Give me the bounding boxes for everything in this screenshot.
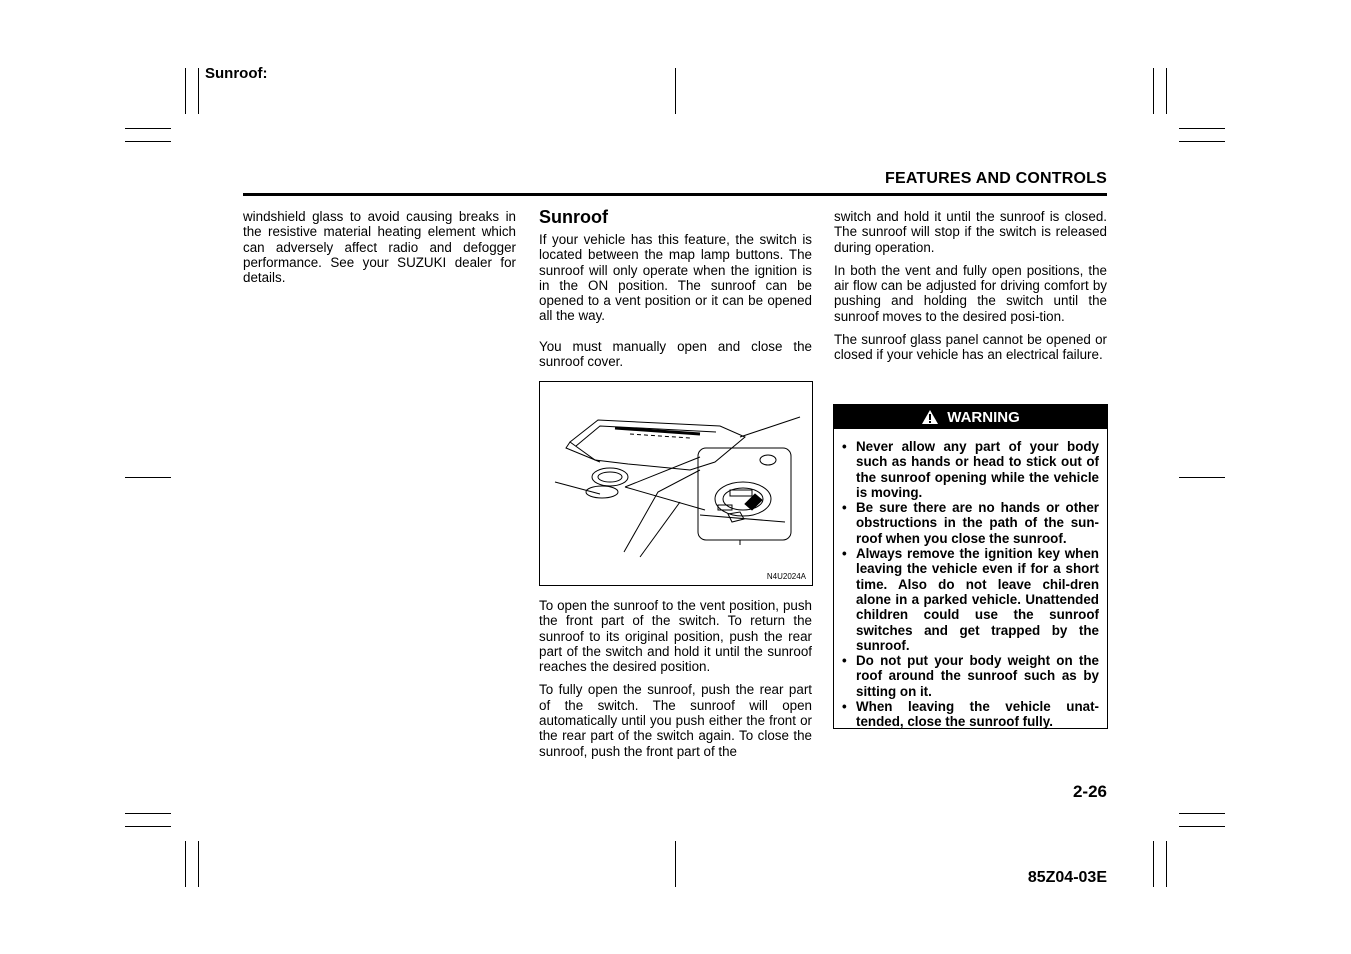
crop-mark [1179, 141, 1225, 142]
document-code: 85Z04-03E [1027, 869, 1107, 886]
warning-item [842, 439, 1099, 500]
crop-mark [185, 841, 186, 887]
bullet: • [842, 500, 847, 516]
crop-mark [125, 477, 171, 478]
crop-mark [198, 841, 199, 887]
crop-mark [1166, 841, 1167, 887]
column-3 [834, 209, 1107, 363]
crop-mark [125, 128, 171, 129]
paragraph: windshield glass to avoid causing breaks in the resistive material heating element which can adversely affect radio and defogger performance. See your SUZUKI dealer for details. [243, 209, 516, 286]
crop-mark [1179, 826, 1225, 827]
crop-mark [1166, 68, 1167, 114]
crop-mark [675, 68, 676, 114]
paragraph: The sunroof glass panel cannot be opened or closed if your vehicle has an electrical failure. [834, 332, 1107, 363]
crop-mark [125, 813, 171, 814]
sunroof-switch-figure [539, 381, 813, 586]
warning-box [833, 404, 1108, 729]
crop-mark [1179, 477, 1225, 478]
paragraph: If your vehicle has this feature, the switch is located between the map lamp buttons. The sunroof will only operate when the ignition is in the ON position. The sunroof can be opened to a vent position or it can be opened all the way. [539, 232, 812, 324]
crop-mark [125, 141, 171, 142]
paragraph: You must manually open and close the sunroof cover. [539, 338, 812, 370]
crop-mark [1153, 68, 1154, 114]
crop-mark [1153, 841, 1154, 887]
warning-item [842, 546, 1099, 653]
crop-mark [185, 68, 186, 114]
section-heading: Sunroof [539, 207, 608, 227]
warning-item-text: Do not put your body weight on the roof around the sunroof such as by sitting on it. [856, 653, 1099, 699]
warning-item [842, 653, 1099, 699]
figure-code: N4U2024A [766, 572, 806, 581]
header-rule [243, 193, 1107, 196]
column-2-lower [539, 598, 812, 759]
crop-mark [125, 826, 171, 827]
column-2 [539, 206, 812, 369]
page-number: 2-26 [1072, 782, 1107, 801]
warning-header [834, 405, 1107, 429]
paragraph: switch and hold it until the sunroof is closed. The sunroof will stop if the switch is released during operation. [834, 209, 1107, 255]
crop-mark [1179, 128, 1225, 129]
bullet: • [842, 439, 847, 454]
crop-mark [1179, 813, 1225, 814]
warning-item-text: Never allow any part of your body such as hands or head to stick out of the sunroof opening while the vehicle is moving. [856, 439, 1099, 500]
warning-item-text: Always remove the ignition key when leaving the vehicle even if for a short time. Also do not leave chil-dren alone in a parked vehicle. Unattended children could use the sunroof switches and get trapped by the sunroof. [856, 546, 1099, 653]
crop-mark [675, 841, 676, 887]
warning-item [842, 500, 1099, 546]
section-header: FEATURES AND CONTROLS [885, 170, 1107, 187]
warning-icon [921, 409, 939, 425]
sunroof-switch-illustration [540, 382, 812, 585]
warning-list [834, 429, 1107, 730]
warning-item [842, 699, 1099, 730]
bullet: • [842, 653, 847, 669]
paragraph: To fully open the sunroof, push the rear part of the switch. The sunroof will open automatically until you push either the front or the rear part of the switch again. To close the sunroof, push the front part of the [539, 682, 812, 759]
warning-item-text: When leaving the vehicle unat-tended, close the sunroof fully. [856, 699, 1099, 730]
bullet: • [842, 546, 847, 562]
bullet: • [842, 699, 847, 715]
column-1 [243, 209, 516, 285]
top-label: Sunroof: [205, 65, 268, 82]
crop-mark [198, 68, 199, 114]
warning-title: WARNING [947, 408, 1020, 426]
warning-item-text: Be sure there are no hands or other obstructions in the path of the sun-roof when you close the sunroof. [856, 500, 1099, 546]
paragraph: To open the sunroof to the vent position, push the front part of the switch. To return the sunroof to its original position, push the rear part of the switch and hold it until the sunroof reaches the desired position. [539, 598, 812, 675]
paragraph: In both the vent and fully open positions, the air flow can be adjusted for driving comfort by pushing and holding the switch until the sunroof moves to the desired posi-tion. [834, 262, 1107, 324]
